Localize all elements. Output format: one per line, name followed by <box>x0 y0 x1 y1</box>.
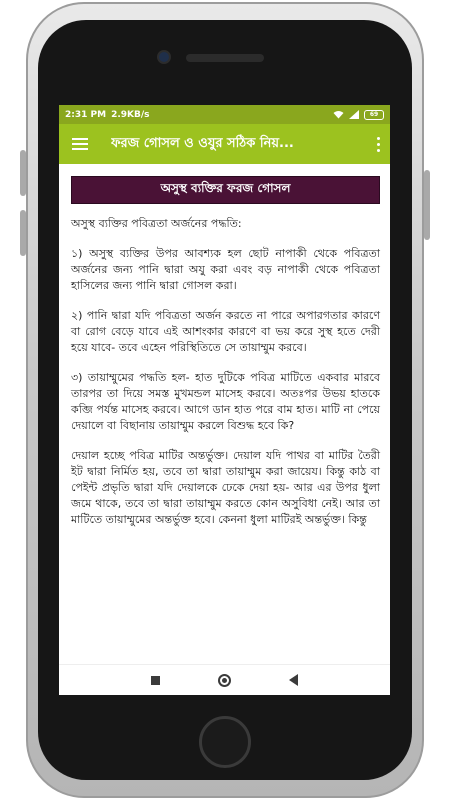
power-button <box>424 170 430 240</box>
app-title: ফরজ গোসল ও ওযুর সঠিক নিয়... <box>111 135 294 151</box>
battery-level: 69 <box>369 111 379 118</box>
battery-icon <box>364 110 384 120</box>
physical-home-button <box>199 716 251 768</box>
back-icon[interactable] <box>289 674 298 686</box>
paragraph: ১) অসুস্থ ব্যক্তির উপর আবশ্যক হল ছোট নাপাকী থেকে পবিত্রতা অর্জনের জন্য পানি দ্বারা অযু করা এবং বড় নাপাকী থেকে পবিত্রতা হাসিলের জন্য পানি দ্বারা গোসল করা। <box>71 247 380 292</box>
status-icons <box>333 110 384 120</box>
paragraph: ৩) তায়াম্মুমের পদ্ধতি হল- হাত দুটিকে পবিত্র মাটিতে একবার মারবে তারপর তা দিয়ে সমস্ত মুখমন্ডল মাসেহ করবে। অতঃপর উভয় হাতকে কব্জি পর্যন্ত মাসেহ করবে। আগে ডান হাত পরে বাম হাত। মাটি না পেয়ে দেয়ালে বা বিছানায় তায়াম্মুম করলে বিশুদ্ধ হবে কি? <box>71 371 380 432</box>
status-bar <box>59 105 390 124</box>
volume-down-button <box>20 210 26 256</box>
system-nav-bar <box>59 664 390 695</box>
home-icon[interactable] <box>218 674 231 687</box>
status-time: 2:31 PM <box>65 109 107 120</box>
paragraph: ২) পানি দ্বারা যদি পবিত্রতা অর্জন করতে না পারে অপারগতার কারণে বা রোগ বেড়ে যাবে এই আশংকার কারণে বা ভয় করে সুস্থ হতে দেরী হয়ে যাবে- তবে এহেন পরিস্থিতিতে সে তায়াম্মুম করবে। <box>71 309 380 354</box>
earpiece-speaker <box>186 54 264 62</box>
section-title: অসুস্থ ব্যক্তির ফরজ গোসল <box>71 176 380 204</box>
volume-up-button <box>20 150 26 196</box>
wifi-icon <box>333 110 344 119</box>
signal-icon <box>349 110 359 119</box>
front-camera <box>157 50 171 64</box>
recents-icon[interactable] <box>151 676 160 685</box>
app-bar <box>59 124 390 164</box>
hamburger-menu-icon[interactable] <box>59 124 101 164</box>
screen <box>59 105 390 695</box>
more-options-icon[interactable] <box>366 124 390 164</box>
network-speed: 2.9KB/s <box>111 109 150 120</box>
article-content[interactable] <box>59 164 390 664</box>
paragraph: অসুস্থ ব্যক্তির পবিত্রতা অর্জনের পদ্ধতি: <box>71 217 242 230</box>
paragraph: দেয়াল হচ্ছে পবিত্র মাটির অন্তর্ভুক্ত। দেয়াল যদি পাথর বা মাটির তৈরী ইট দ্বারা নির্মিত হয়, তবে তা দ্বারা তায়াম্মুম করা জায়েয। কিন্তু কাঠ বা পেইন্ট প্রভৃতি দ্বারা যদি দেয়ালকে ঢেকে দেয়া হয়- আর এর উপর ধুলা জমে থাকে, তবে তা দ্বারা তায়াম্মুম করতে কোন অসুবিধা নেই। আর তা মাটিতে তায়াম্মুমের অন্তর্ভুক্ত হবে। কেননা ধুলা মাটিরই অন্তর্ভুক্ত। কিন্তু <box>71 449 380 526</box>
